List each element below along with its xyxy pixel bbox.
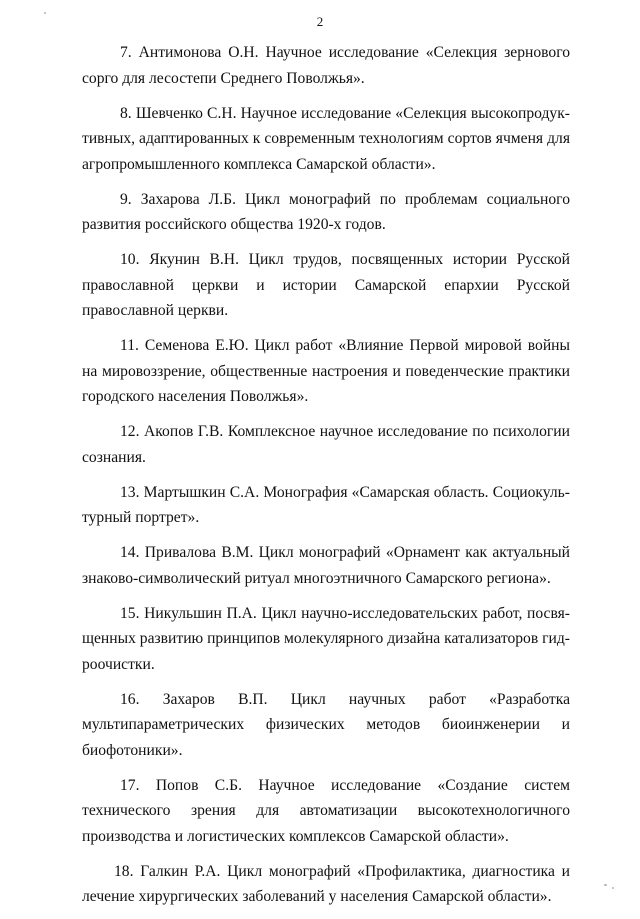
list-item: 14. Привалова В.М. Цикл монографий «Орнамент как актуальный знаково-символический ритуал многоэтничного Самарского региона».: [82, 544, 570, 587]
page-number: 2: [316, 14, 324, 29]
list-item: 9. Захарова Л.Б. Цикл монографий по проблемам социального развития российского общества 1920-х годов.: [82, 190, 570, 233]
list-item: 18. Галкин Р.А. Цикл монографий «Профилактика, диагностика и лечение хирургических заболеваний у населения Самарской области».: [82, 862, 570, 905]
list-item: 11. Семенова Е.Ю. Цикл работ «Влияние Первой мировой войны на мировоззрение, общественные настроения и поведенческие практики городского населения Поволжья».: [82, 337, 570, 405]
list-item: 7. Антимонова О.Н. Научное исследование «Селекция зернового сорго для лесостепи Среднего Поволжья».: [82, 44, 570, 87]
list-item: 10. Якунин В.Н. Цикл трудов, посвященных истории Русской православной церкви и истории Самарской епархии Русской православной церкви.: [82, 251, 570, 319]
list-item: 13. Мартышкин С.А. Монография «Самарская область. Социокультурный портрет».: [82, 483, 570, 526]
scan-speck: [604, 884, 607, 886]
list-item: 17. Попов С.Б. Научное исследование «Создание систем технического зрения для автоматизации высокотехнологичного производства и логистических комплексов Самарской области».: [82, 776, 570, 845]
list-item: 8. Шевченко С.Н. Научное исследование «Селекция высокопродуктивных, адаптированных к современным технологиям сортов ячменя для агропромышленного комплекса Самарской области».: [82, 104, 570, 173]
list-item: 12. Акопов Г.В. Комплексное научное исследование по психологии сознания.: [82, 423, 570, 466]
entry-list: [82, 40, 570, 919]
list-item: 16. Захаров В.П. Цикл научных работ «Разработка мультипараметрических физических методов биоинженерии и биофотоники».: [82, 690, 570, 759]
scan-speck: [612, 887, 614, 889]
list-item: 15. Никульшин П.А. Цикл научно-исследовательских работ, посвященных развитию принципов молекулярного дизайна катализаторов гидроочистки.: [82, 604, 570, 673]
